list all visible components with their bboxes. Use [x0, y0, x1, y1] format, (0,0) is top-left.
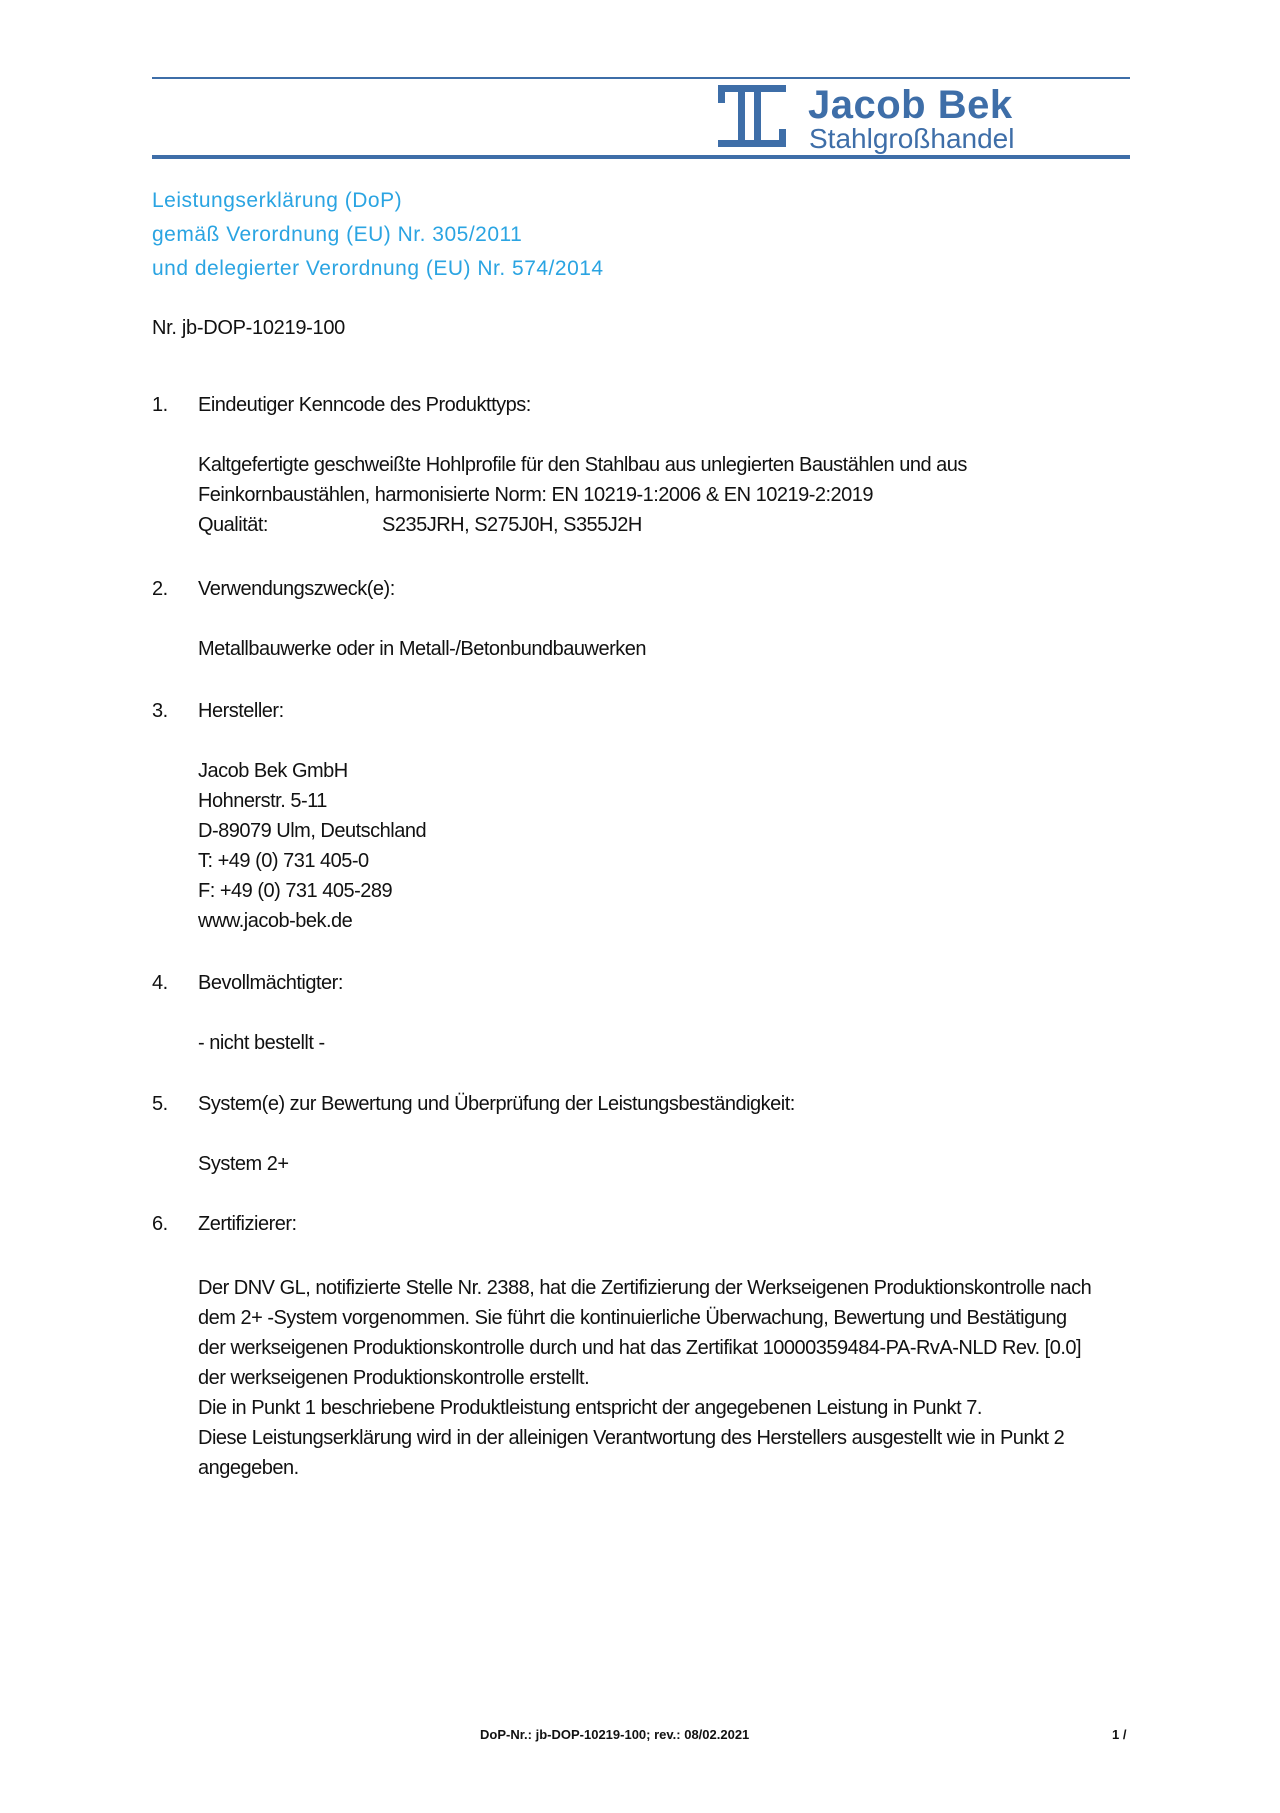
section-heading: Hersteller:	[198, 700, 284, 722]
certifier-line: Diese Leistungserklärung wird in der alleinigen Verantwortung des Herstellers ausgestellt wie in Punkt 2	[198, 1427, 1065, 1449]
title-line-2: gemäß Verordnung (EU) Nr. 305/2011	[152, 223, 523, 246]
address-line: Jacob Bek GmbH	[198, 760, 348, 782]
section-number: 5.	[152, 1093, 168, 1115]
certifier-line: der werkseigenen Produktionskontrolle erstellt.	[198, 1367, 590, 1389]
section-heading: Bevollmächtigter:	[198, 972, 343, 994]
document-title	[152, 184, 604, 286]
section-body	[198, 450, 1138, 540]
certifier-line: der werkseigenen Produktionskontrolle durch und hat das Zertifikat 10000359484-PA-RvA-NLD Rev. [0.0]	[198, 1337, 1082, 1359]
section-number: 1.	[152, 394, 168, 416]
title-line-3: und delegierter Verordnung (EU) Nr. 574/2014	[152, 257, 604, 280]
section-body	[198, 1149, 1138, 1179]
product-description-line: Feinkornbaustählen, harmonisierte Norm: EN 10219-1:2006 & EN 10219-2:2019	[198, 484, 874, 506]
website-line: www.jacob-bek.de	[198, 910, 353, 932]
manufacturer-address	[198, 756, 1138, 936]
quality-value: S235JRH, S275J0H, S355J2H	[382, 514, 642, 536]
section-heading: Eindeutiger Kenncode des Produkttyps:	[198, 394, 531, 416]
header-bottom-rule	[152, 155, 1130, 159]
section-heading: Verwendungszweck(e):	[198, 578, 395, 600]
company-name: Jacob Bek	[808, 83, 1013, 127]
representative-line: - nicht bestellt -	[198, 1032, 325, 1054]
company-logo	[718, 83, 1138, 153]
certifier-line: dem 2+ -System vorgenommen. Sie führt die kontinuierliche Überwachung, Bewertung und Bestätigung	[198, 1307, 1067, 1329]
intended-use-line: Metallbauwerke oder in Metall-/Betonbundbauwerken	[198, 638, 646, 660]
section-heading: System(e) zur Bewertung und Überprüfung der Leistungsbeständigkeit:	[198, 1093, 795, 1115]
quality-label: Qualität:	[198, 514, 268, 536]
address-line: D-89079 Ulm, Deutschland	[198, 820, 427, 842]
fax-line: F: +49 (0) 731 405-289	[198, 880, 393, 902]
document-number: Nr. jb-DOP-10219-100	[152, 317, 345, 339]
section-number: 3.	[152, 700, 168, 722]
section-body	[198, 1028, 1138, 1058]
footer-page-number: 1 /	[1112, 1727, 1127, 1742]
title-line-1: Leistungserklärung (DoP)	[152, 189, 403, 212]
quality-row	[198, 510, 1138, 540]
section-number: 6.	[152, 1213, 168, 1235]
system-line: System 2+	[198, 1153, 289, 1175]
certifier-line: Der DNV GL, notifizierte Stelle Nr. 2388, hat die Zertifizierung der Werkseigenen Produktionskontrolle nach	[198, 1277, 1092, 1299]
header-top-rule	[152, 77, 1130, 79]
section-body	[198, 634, 1138, 664]
certifier-text	[198, 1273, 1138, 1483]
i-beam-logo-icon	[718, 85, 790, 147]
phone-line: T: +49 (0) 731 405-0	[198, 850, 369, 872]
certifier-line: Die in Punkt 1 beschriebene Produktleistung entspricht der angegebenen Leistung in Punkt 7.	[198, 1397, 982, 1419]
section-number: 2.	[152, 578, 168, 600]
company-subtitle: Stahlgroßhandel	[809, 123, 1015, 154]
footer-doc-reference: DoP-Nr.: jb-DOP-10219-100; rev.: 08/02.2021	[480, 1727, 750, 1742]
section-number: 4.	[152, 972, 168, 994]
address-line: Hohnerstr. 5-11	[198, 790, 327, 812]
certifier-line: angegeben.	[198, 1457, 299, 1479]
product-description-line: Kaltgefertigte geschweißte Hohlprofile für den Stahlbau aus unlegierten Baustählen und aus	[198, 454, 967, 476]
section-heading: Zertifizierer:	[198, 1213, 297, 1235]
